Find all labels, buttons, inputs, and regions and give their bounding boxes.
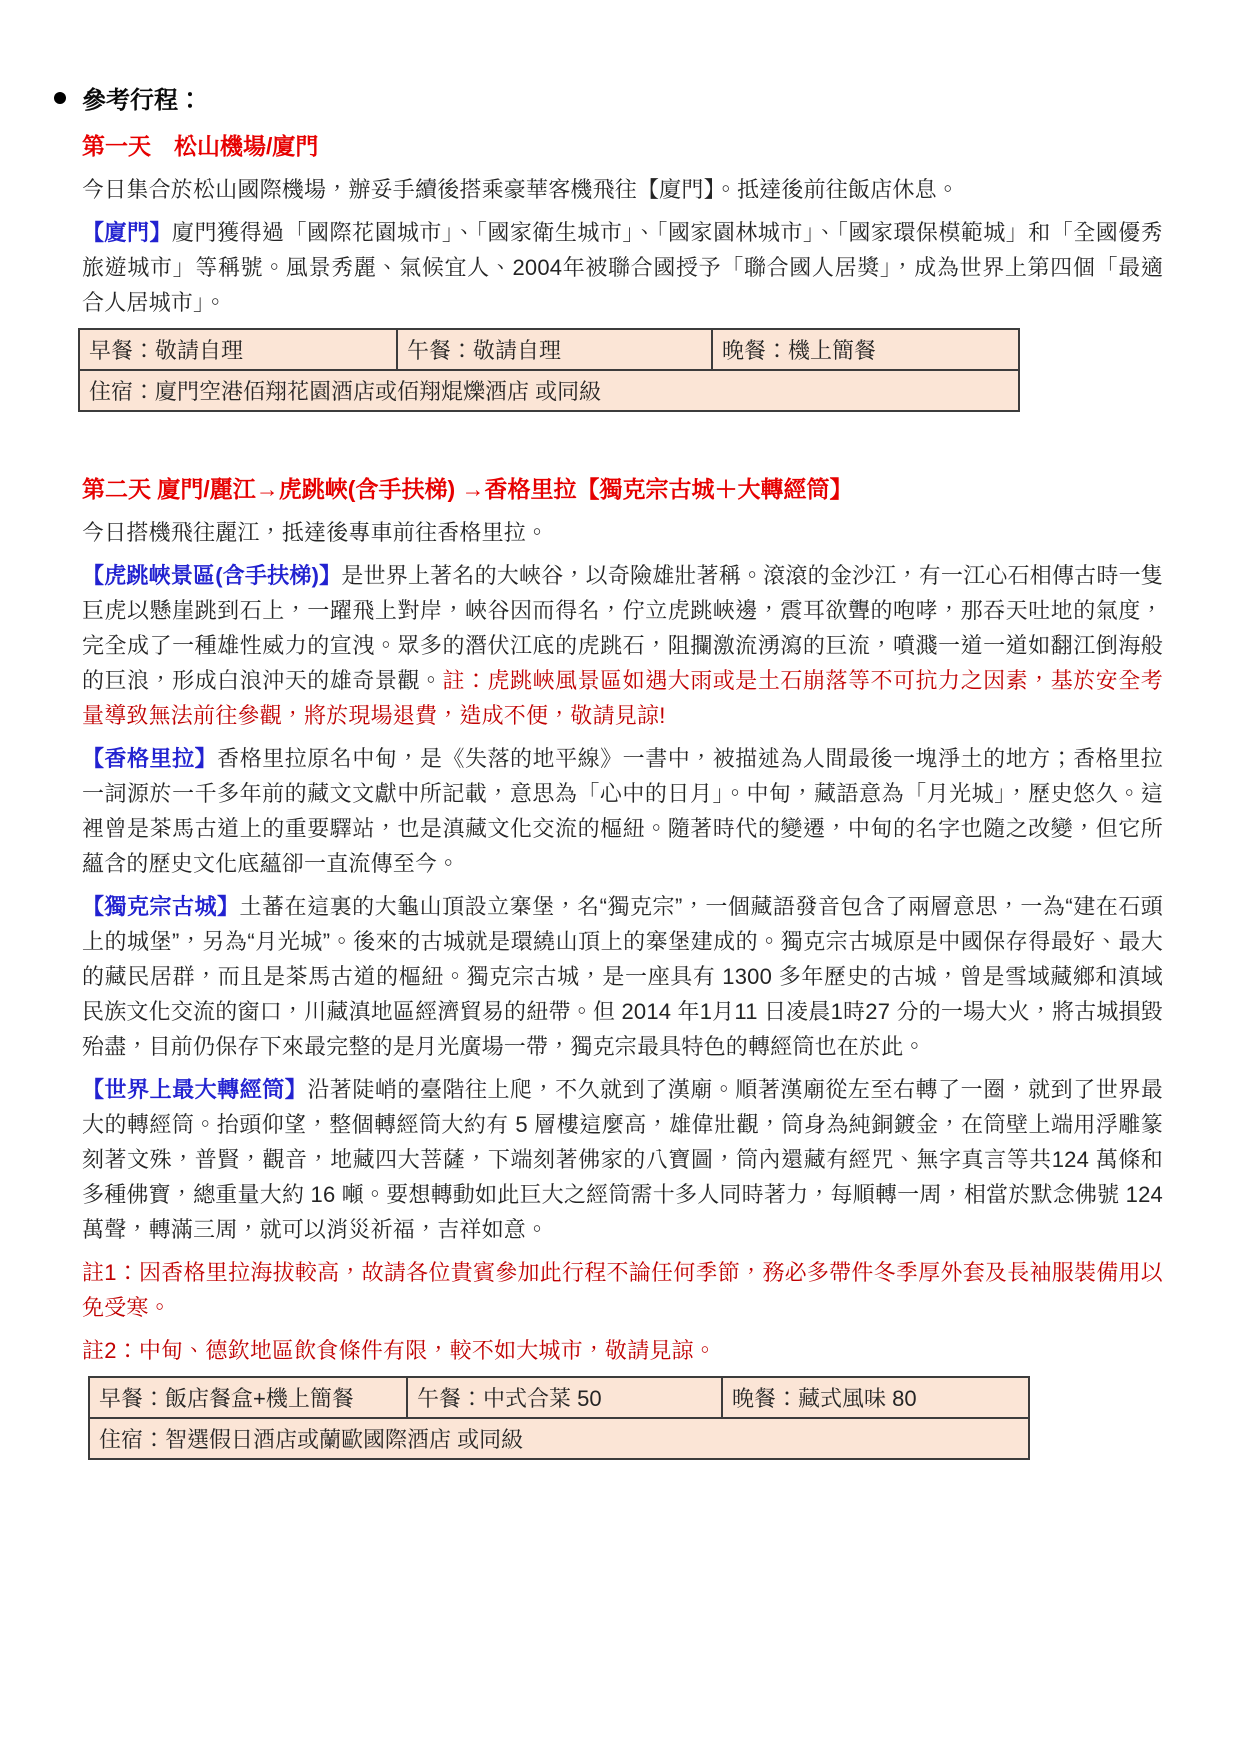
hutiaoxia-paragraph: [82, 558, 1163, 733]
day2-note2: 註2：中甸、德欽地區飲食條件有限，較不如大城市，敬請見諒。: [82, 1338, 717, 1363]
day1-dinner-cell: 晚餐：機上簡餐: [712, 329, 1019, 370]
prayerwheel-label: 【世界上最大轉經筒】: [82, 1077, 308, 1102]
xiamen-body: 廈門獲得過「國際花園城市」、「國家衛生城市」、「國家園林城市」、「國家環保模範城」和「全國優秀旅遊城市」等稱號。風景秀麗、氣候宜人、2004年被聯合國授予「聯合國人居獎」，成為世界上第四個「最適合人居城市」。: [82, 220, 1163, 315]
day2-section: [82, 472, 1163, 1460]
day2-heading: 第二天 廈門/麗江→虎跳峽(含手扶梯) →香格里拉【獨克宗古城＋大轉經筒】: [82, 476, 853, 502]
section-spacer: [82, 422, 1163, 472]
section-header-row: [54, 80, 1163, 115]
dukezong-body: 土蕃在這裏的大龜山頂設立寨堡，名“獨克宗”，一個藏語發音包含了兩層意思，一為“建在石頭上的城堡”，另為“月光城”。後來的古城就是環繞山頂上的寨堡建成的。獨克宗古城原是中國保存得最好、最大的藏民居群，而且是茶馬古道的樞紐。獨克宗古城，是一座具有 1300 多年歷史的古城，曾是雪域藏鄉和滇域民族文化交流的窗口，川藏滇地區經濟貿易的紐帶。但 2014 年1月11 日凌晨1時27 分的一場大火，將古城損毀殆盡，目前仍保存下來最完整的是月光廣場一帶，獨克宗最具特色的轉經筒也在於此。: [82, 894, 1163, 1059]
day2-lunch-cell: 午餐：中式合菜 50: [407, 1377, 722, 1418]
bullet-icon: [54, 92, 66, 104]
table-row: [89, 1418, 1029, 1459]
shangrila-paragraph: [82, 741, 1163, 881]
day1-section: [82, 129, 1163, 412]
hutiaoxia-note: 註：虎跳峽風景區如遇大雨或是土石崩落等不可抗力之因素，基於安全考量導致無法前往參觀，將於現場退費，造成不便，敬請見諒!: [82, 668, 1164, 728]
day2-note1: 註1：因香格里拉海拔較高，故請各位貴賓參加此行程不論任何季節，務必多帶件冬季厚外套及長袖服裝備用以免受寒。: [82, 1260, 1163, 1320]
shangrila-body: 香格里拉原名中甸，是《失落的地平線》一書中，被描述為人間最後一塊淨土的地方；香格里拉一詞源於一千多年前的藏文文獻中所記載，意思為「心中的日月」。中甸，藏語意為「月光城」，歷史悠久。這裡曾是茶馬古道上的重要驛站，也是滇藏文化交流的樞紐。隨著時代的變遷，中甸的名字也隨之改變，但它所蘊含的歷史文化底蘊卻一直流傳至今。: [82, 746, 1164, 876]
prayerwheel-body: 沿著陡峭的臺階往上爬，不久就到了漢廟。順著漢廟從左至右轉了一圈，就到了世界最大的轉經筒。抬頭仰望，整個轉經筒大約有 5 層樓這麼高，雄偉壯觀，筒身為純銅鍍金，在筒壁上端用浮雕篆刻著文殊，普賢，觀音，地藏四大菩薩，下端刻著佛家的八寶圖，筒內還藏有經咒、無字真言等共124 萬條和多種佛寶，總重量大約 16 噸。要想轉動如此巨大之經筒需十多人同時著力，每順轉一周，相當於默念佛號 124 萬聲，轉滿三周，就可以消災祈福，吉祥如意。: [82, 1077, 1163, 1242]
day2-dinner-cell: 晚餐：藏式風味 80: [722, 1377, 1029, 1418]
xiamen-label: 【廈門】: [82, 220, 172, 245]
section-title: 參考行程：: [82, 87, 202, 114]
prayerwheel-paragraph: [82, 1072, 1163, 1247]
hutiaoxia-body: 是世界上著名的大峽谷，以奇險雄壯著稱。滾滾的金沙江，有一江心石相傳古時一隻巨虎以懸崖跳到石上，一躍飛上對岸，峽谷因而得名，佇立虎跳峽邊，震耳欲聾的咆哮，那吞天吐地的氣度，完全成了一種雄性威力的宣洩。眾多的潛伏江底的虎跳石，阻攔激流湧瀉的巨流，噴濺一道一道如翻江倒海般的巨浪，形成白浪沖天的雄奇景觀。: [82, 563, 1163, 693]
day2-hotel-cell: 住宿：智選假日酒店或蘭歐國際酒店 或同級: [89, 1418, 1029, 1459]
table-row: [89, 1377, 1029, 1418]
day2-intro-paragraph: 今日搭機飛往麗江，抵達後專車前往香格里拉。: [82, 520, 549, 545]
day1-breakfast-cell: 早餐：敬請自理: [79, 329, 397, 370]
day1-lunch-cell: 午餐：敬請自理: [397, 329, 712, 370]
day2-breakfast-cell: 早餐：飯店餐盒+機上簡餐: [89, 1377, 407, 1418]
dukezong-label: 【獨克宗古城】: [82, 894, 240, 919]
table-row: [79, 329, 1019, 370]
day1-xiamen-paragraph: [82, 215, 1163, 320]
shangrila-label: 【香格里拉】: [82, 746, 218, 771]
day1-intro-paragraph: 今日集合於松山國際機場，辦妥手續後搭乘豪華客機飛往【廈門】。抵達後前往飯店休息。: [82, 177, 960, 202]
day2-meals-table: [88, 1376, 1030, 1460]
dukezong-paragraph: [82, 889, 1163, 1064]
table-row: [79, 370, 1019, 411]
day1-hotel-cell: 住宿：廈門空港佰翔花園酒店或佰翔焜爍酒店 或同級: [79, 370, 1019, 411]
day1-heading: 第一天 松山機場/廈門: [82, 133, 319, 159]
day1-meals-table: [78, 328, 1020, 412]
hutiaoxia-label: 【虎跳峽景區(含手扶梯)】: [82, 563, 342, 588]
